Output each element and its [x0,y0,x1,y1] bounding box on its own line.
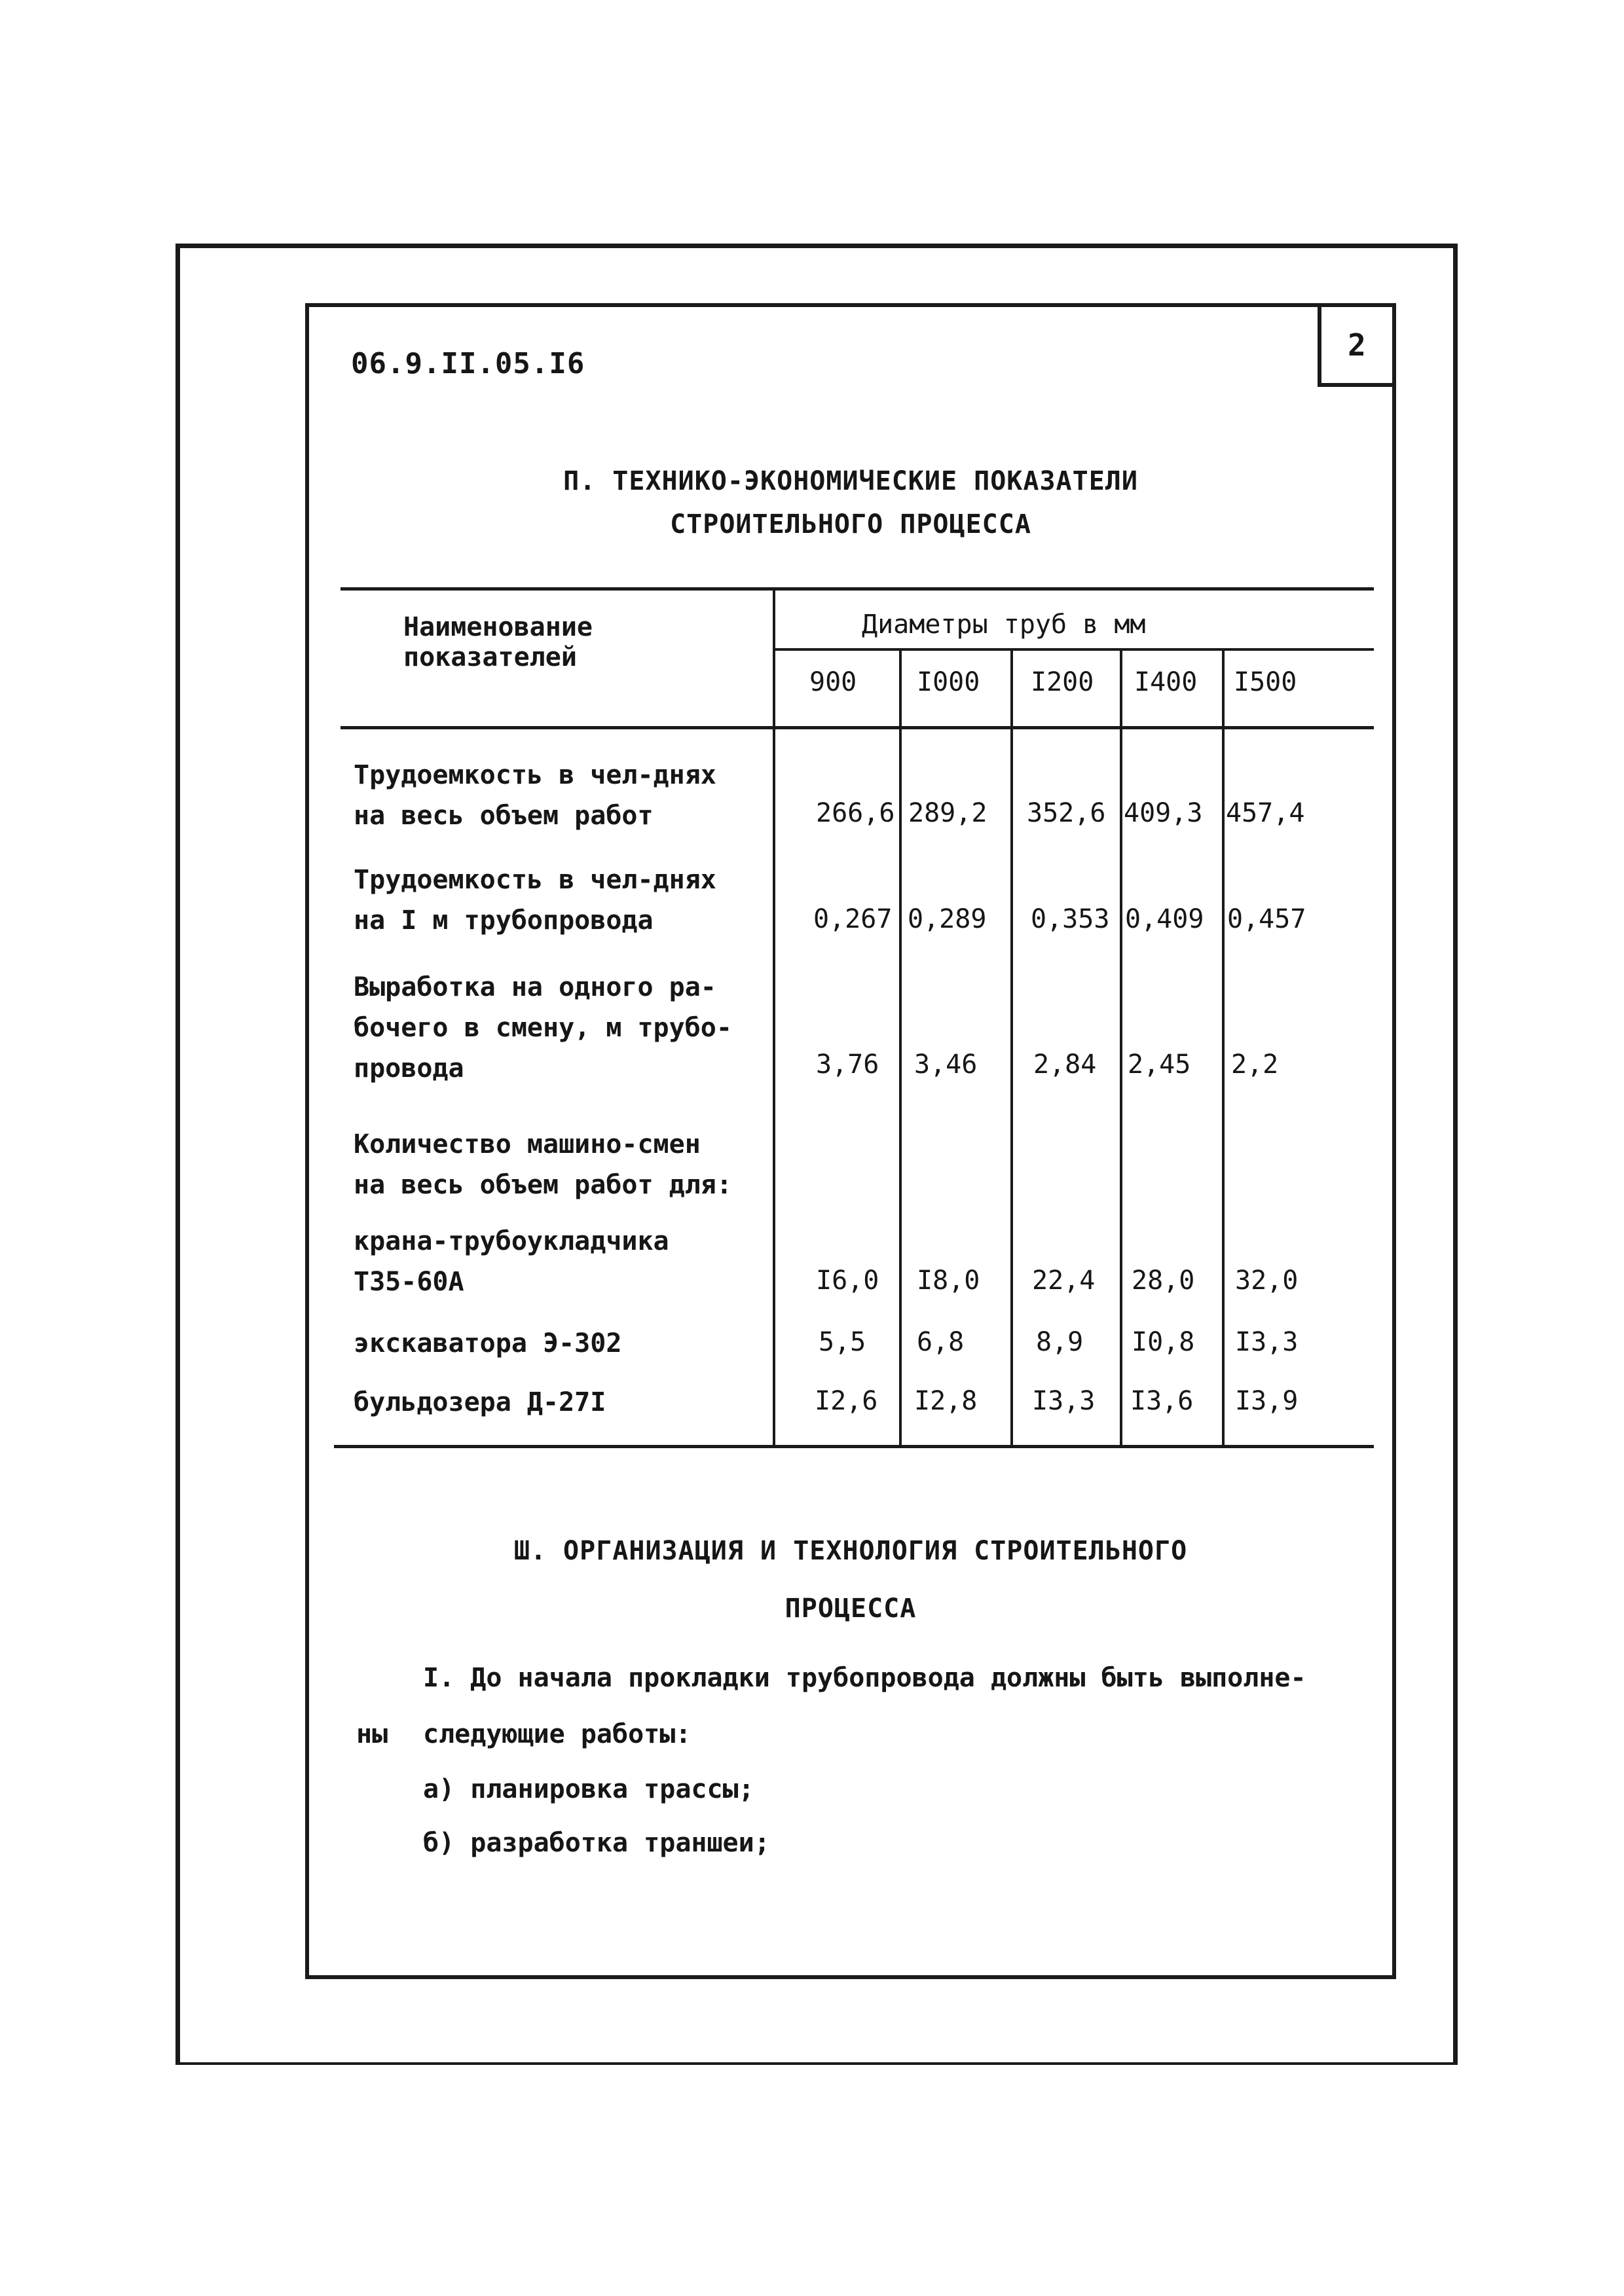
value-cell: 0,289 [908,904,987,934]
value-cell: 0,409 [1125,904,1204,934]
value-cell: 28,0 [1132,1266,1195,1296]
name-header-line2: показателей [403,642,577,672]
row-machine-shifts-label [354,1124,732,1205]
value-cell: 2,2 [1231,1049,1279,1080]
col-divider-4 [1222,649,1225,1446]
row-labor-per-meter-label [354,860,716,941]
row-labor-total-label [354,755,716,836]
paragraph-line2: следующие работы: [423,1719,692,1749]
value-cell: 2,84 [1033,1049,1097,1080]
diameter-1500: I500 [1234,667,1297,697]
value-cell: 0,267 [813,904,893,934]
row-label-line: крана-трубоукладчика [354,1226,669,1256]
section3-title-line2: ПРОЦЕССА [784,1594,917,1624]
section2-title-line2: СТРОИТЕЛЬНОГО ПРОЦЕССА [670,509,1031,539]
diameter-header: Диаметры труб в мм [862,610,1146,640]
value-cell: I8,0 [917,1266,980,1296]
value-cell: 2,45 [1128,1049,1191,1080]
document-code: 06.9.II.05.I6 [351,347,585,380]
value-cell: 409,3 [1124,798,1203,828]
value-cell: I3,3 [1235,1327,1299,1357]
value-cell: 32,0 [1235,1266,1299,1296]
paragraph-line2-prefix: ны [356,1719,388,1749]
value-cell: 457,4 [1226,798,1305,828]
value-cell: I0,8 [1132,1327,1195,1357]
value-cell: 266,6 [816,798,895,828]
value-cell: I3,9 [1235,1386,1299,1416]
row-label-line: Трудоемкость в чел-днях [354,865,716,895]
value-cell: 5,5 [819,1327,866,1357]
value-cell: 3,46 [914,1049,978,1080]
row-bulldozer-label [354,1382,606,1423]
row-crane-label [354,1221,669,1302]
value-cell: I6,0 [816,1266,879,1296]
label-column-divider [773,587,775,1446]
paragraph-line1: I. До начала прокладки трубопровода должны быть выполне- [423,1663,1306,1693]
list-item-a: а) планировка трассы; [423,1774,754,1804]
section2-title-line1: П. ТЕХНИКО-ЭКОНОМИЧЕСКИЕ ПОКАЗАТЕЛИ [563,466,1138,496]
list-item-b: б) разработка траншеи; [423,1828,770,1858]
diameter-900: 900 [809,667,857,697]
row-label-line: Трудоемкость в чел-днях [354,760,716,790]
page-number-text: 2 [1348,327,1366,363]
value-cell: 0,353 [1031,904,1110,934]
row-excavator-label [354,1323,621,1364]
value-cell: 3,76 [816,1049,879,1080]
diam-header-rule [773,648,1374,651]
value-cell: I3,3 [1032,1386,1096,1416]
value-cell: I2,6 [815,1386,878,1416]
row-label-line: Т35-60А [354,1267,464,1297]
row-label-line: экскаватора Э-302 [354,1328,622,1358]
value-cell: I3,6 [1130,1386,1194,1416]
value-cell: 6,8 [917,1327,965,1357]
value-cell: 0,457 [1227,904,1306,934]
table-bottom-rule [334,1445,1374,1448]
header-bottom-rule [341,726,1374,729]
value-cell: I2,8 [914,1386,978,1416]
col-divider-1 [899,649,902,1446]
row-label-line: на весь объем работ [354,801,654,831]
row-output-label [354,967,732,1089]
row-label-line: провода [354,1053,464,1084]
row-label-line: бочего в смену, м трубо- [354,1013,732,1043]
col-divider-2 [1010,649,1013,1446]
value-cell: 352,6 [1027,798,1106,828]
col-divider-3 [1120,649,1122,1446]
row-label-line: на I м трубопровода [354,905,654,936]
bottom-rule [175,2062,1458,2065]
section3-title-line1: Ш. ОРГАНИЗАЦИЯ И ТЕХНОЛОГИЯ СТРОИТЕЛЬНОГО [513,1536,1188,1566]
row-label-line: бульдозера Д-27I [354,1387,606,1417]
row-label-line: Количество машино-смен [354,1129,701,1159]
diameter-1400: I400 [1134,667,1198,697]
page-number [1318,303,1396,387]
value-cell: 22,4 [1032,1266,1096,1296]
diameter-1200: I200 [1031,667,1094,697]
row-label-line: на весь объем работ для: [354,1170,732,1200]
indicators-table [341,587,1374,1458]
table-top-rule [341,587,1374,591]
name-header-line1: Наименование [403,612,593,642]
value-cell: 8,9 [1036,1327,1084,1357]
diameter-1000: I000 [917,667,980,697]
value-cell: 289,2 [908,798,987,828]
row-label-line: Выработка на одного ра- [354,972,716,1002]
